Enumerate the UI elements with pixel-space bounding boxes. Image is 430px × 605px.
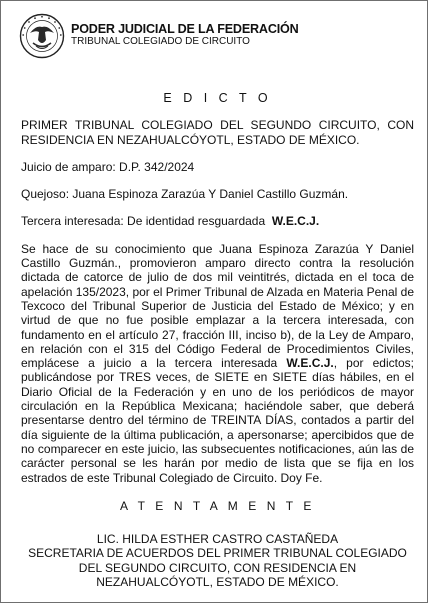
complainant: Quejoso: Juana Espinoza Zarazúa Y Daniel Castillo Guzmán. — [21, 187, 349, 202]
paragraph-part-1: Se hace de su conocimiento que Juana Espinoza Zarazúa Y Daniel Castillo Guzmán., promovieron amparo directo contra la resolución dictada de catorce de julio de dos mil veintitrés, dictada en el toca de apelación 135/2023, por el Primer Tribunal de Alzada en Materia Penal de Texcoco del Tribunal Superior de Justicia del Estado de México; y en virtud de que no fue posible emplazar a la tercera interesada, con fundamento en el artículo 27, fracción III, inciso b), de la Ley de Amparo, en relación con el 315 del Código Federal de Procedimientos Civiles, emplácese a juicio a la tercera interesada — [21, 241, 414, 371]
paragraph-part-2: , por edictos; publicándose por TRES veces, de SIETE en SIETE días hábiles, en el Diario Oficial de la Federación y en uno de los periódicos de mayor circulación en la República Mexicana; haciéndole saber, que deberá presentarse dentro del término de TREINTA DÍAS, contados a partir del día siguiente de la última publicación, a apersonarse; apercibidos que de no comparecer en este juicio, las subsecuentes notificaciones, aún las de carácter personal se les harán por medio de lista que se fija en los estrados de este Tribunal Colegiado de Circuito. Doy Fe. — [21, 356, 414, 485]
organization-subtitle: TRIBUNAL COLEGIADO DE CIRCUITO — [71, 36, 250, 47]
paragraph-bold-id: W.E.C.J. — [286, 356, 334, 371]
letterhead — [15, 13, 415, 59]
case-number: Juicio de amparo: D.P. 342/2024 — [21, 159, 195, 174]
interested-party-id: W.E.C.J. — [271, 214, 320, 229]
closing-salutation: A T E N T A M E N T E — [120, 498, 315, 513]
edict-paragraph — [21, 242, 414, 485]
document-title: E D I C T O — [163, 91, 272, 105]
signer-title: SECRETARIA DE ACUERDOS DEL PRIMER TRIBUNAL COLEGIADO DEL SEGUNDO CIRCUITO, CON RESIDENCIA EN NEZAHUALCÓYOTL, ESTADO DE MÉXICO. — [28, 546, 407, 590]
organization-block — [71, 22, 299, 48]
interested-party-label: Tercera interesada: De identidad resguardada — [21, 214, 266, 229]
organization-name: PODER JUDICIAL DE LA FEDERACIÓN — [71, 22, 299, 36]
national-seal-icon — [19, 13, 65, 59]
court-heading: PRIMER TRIBUNAL COLEGIADO DEL SEGUNDO CIRCUITO, CON RESIDENCIA EN NEZAHUALCÓYOTL, ESTADO DE MÉXICO. — [21, 118, 414, 147]
edict-body — [21, 91, 414, 589]
interested-party — [21, 214, 414, 228]
signer-name: LIC. HILDA ESTHER CASTRO CASTAÑEDA — [96, 532, 339, 547]
